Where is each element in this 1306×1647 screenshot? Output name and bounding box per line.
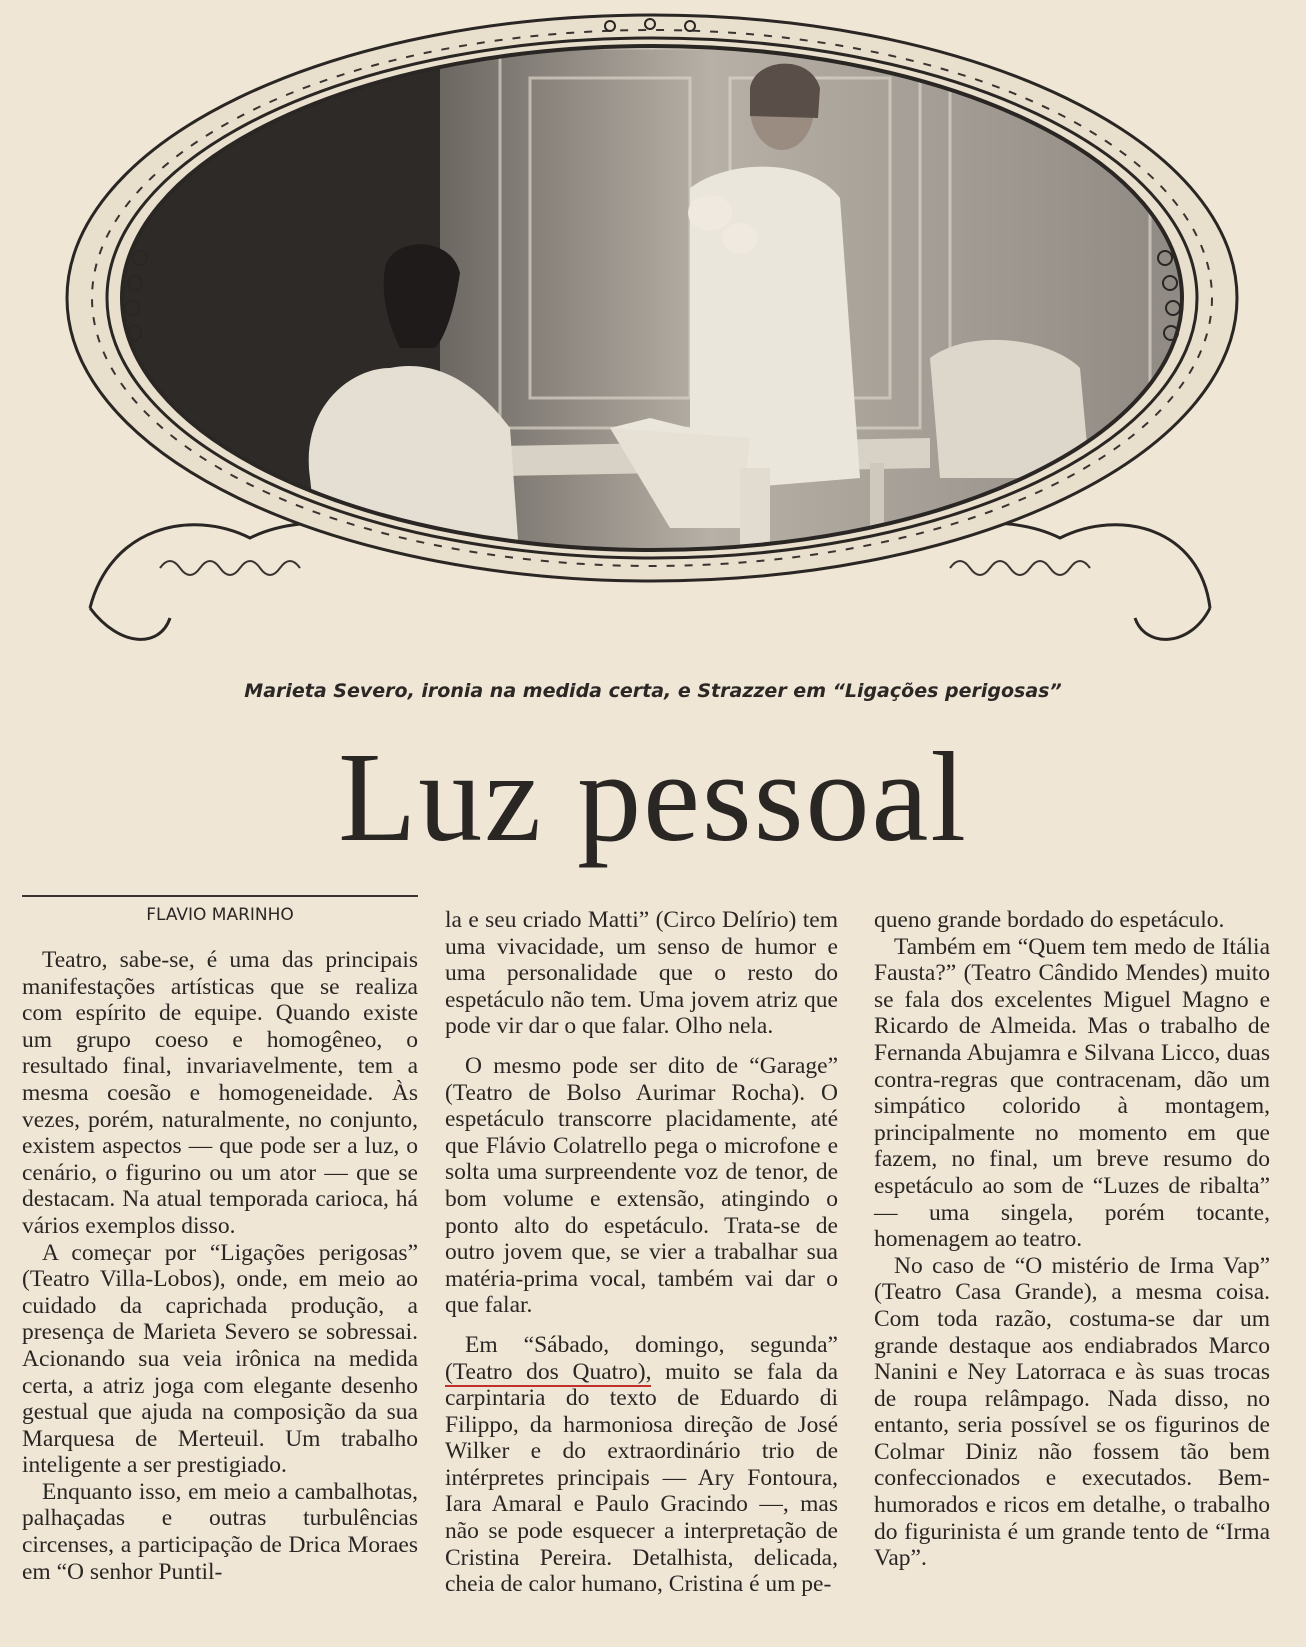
paragraph xyxy=(445,1332,838,1598)
paragraph: No caso de “O mistério de Irma Vap” (Teatro Casa Grande), a mesma coisa. Com toda razão, costuma-se dar um grande destaque aos endiabrados Marco Nanini e Ney Latorraca e às suas trocas de roupa relâmpago. Nada disso, no entanto, seria possível se os figurinos de Colmar Diniz não fossem tão bem confeccionados e executados. Bem-humorados e ricos em detalhe, o trabalho do figurinista é um grande tento de “Irma Vap”. xyxy=(874,1252,1270,1572)
paragraph: Também em “Quem tem medo de Itália Fausta?” (Teatro Cândido Mendes) muito se fala dos excelentes Miguel Magno e Ricardo de Almeida. Mas o trabalho de Fernanda Abujamra e Silvana Licco, duas contra-regras que contracenam, dão um simpático colorido à montagem, principalmente no momento em que fazem, no final, um breve resumo do espetáculo ao som de “Luzes de ribalta” — uma singela, porém tocante, homenagem ao teatro. xyxy=(874,933,1270,1253)
paragraph: Teatro, sabe-se, é uma das principais manifestações artísticas que se realiza com espírito de equipe. Quando existe um grupo coeso e homogêneo, o resultado final, invariavelmente, tem a mesma coesão e homogeneidade. Às vezes, porém, naturalmente, no conjunto, existem aspectos — que pode ser a luz, o cenário, o figurino ou um ator — que se destacam. Na atual temporada carioca, há vários exemplos disso. xyxy=(22,947,418,1239)
photo-caption: Marieta Severo, ironia na medida certa, e Strazzer em “Ligações perigosas” xyxy=(244,680,1062,702)
headline: Luz pessoal xyxy=(338,726,968,868)
article-column-2 xyxy=(445,907,838,1598)
byline: FLAVIO MARINHO xyxy=(146,905,294,925)
paragraph-gap xyxy=(445,1319,838,1332)
byline-rule xyxy=(22,895,418,897)
article-column-3 xyxy=(874,907,1270,1572)
paragraph: queno grande bordado do espetáculo. xyxy=(874,907,1225,933)
photo-with-ornamental-frame xyxy=(50,8,1255,650)
paragraph-gap xyxy=(445,1040,838,1053)
article-column-1 xyxy=(22,947,418,1585)
paragraph: A começar por “Ligações perigosas” (Teatro Villa-Lobos), onde, em meio ao cuidado da caprichada produção, a presença de Marieta Severo se sobressai. Acionando sua veia irônica na medida certa, a atriz joga com elegante desenho gestual que ajuda na composição da sua Marquesa de Merteuil. Um trabalho inteligente a ser prestigiado. xyxy=(22,1239,418,1479)
text-span: muito se fala da carpintaria do texto de Eduardo di Filippo, da harmoniosa direção de José Wilker e do extraordinário trio de intérpretes principais — Ary Fontoura, Iara Amaral e Paulo Gracindo —, mas não se pode esquecer a interpretação de Cristina Pereira. Detalhista, delicada, cheia de calor humano, Cristina é um pe- xyxy=(445,1358,838,1598)
paragraph: la e seu criado Matti” (Circo Delírio) tem uma vivacidade, um senso de humor e uma personalidade que o resto do espetáculo não tem. Uma jovem atriz que pode vir dar o que falar. Olho nela. xyxy=(445,907,838,1040)
red-underlined-text: (Teatro dos Quatro), xyxy=(445,1358,652,1385)
paragraph: Enquanto isso, em meio a cambalhotas, palhaçadas e outras turbulências circenses, a participação de Drica Moraes em “O senhor Puntil- xyxy=(22,1478,418,1585)
text-span: Em “Sábado, domingo, segunda” xyxy=(465,1331,838,1358)
paragraph: O mesmo pode ser dito de “Garage” (Teatro de Bolso Aurimar Rocha). O espetáculo transcorre placidamente, até que Flávio Colatrello pega o microfone e solta uma surpreendente voz de tenor, de bom volume e extensão, atingindo o ponto alto do espetáculo. Trata-se de outro jovem que, se vier a trabalhar sua matéria-prima vocal, também vai dar o que falar. xyxy=(445,1052,838,1319)
theater-scene-photo xyxy=(50,8,1255,650)
